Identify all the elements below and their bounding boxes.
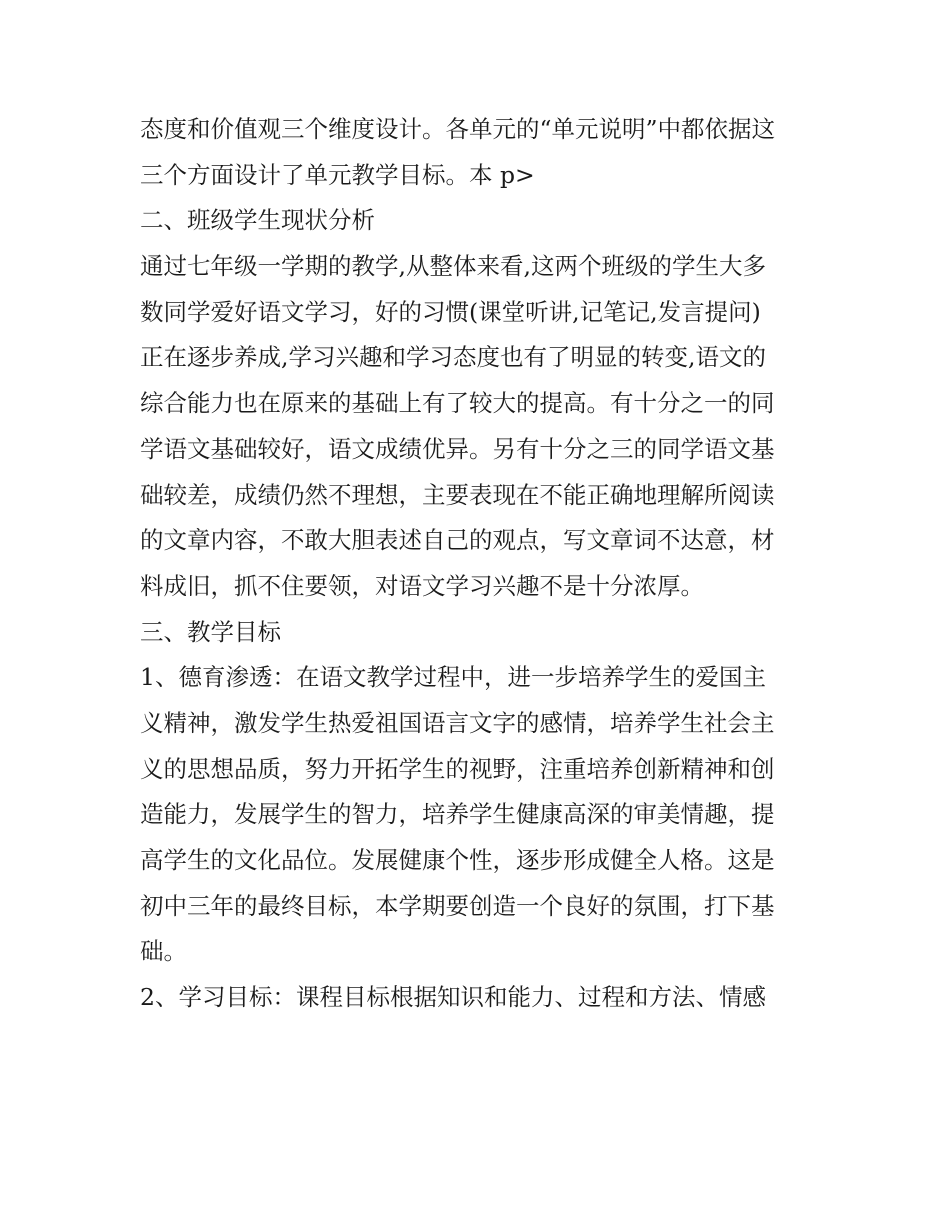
text-line: 础。 (140, 937, 187, 966)
text-line: 通过七年级一学期的教学,从整体来看,这两个班级的学生大多 (140, 252, 766, 281)
text-line: 学语文基础较好，语文成绩优异。另有十分之三的同学语文基 (140, 434, 775, 463)
text-line: 础较差，成绩仍然不理想，主要表现在不能正确地理解所阅读 (140, 480, 775, 509)
text-line: 2、学习目标：课程目标根据知识和能力、过程和方法、情感 (140, 983, 766, 1012)
text-line: 正在逐步养成,学习兴趣和学习态度也有了明显的转变,语文的 (140, 343, 766, 372)
text-line: 料成旧，抓不住要领，对语文学习兴趣不是十分浓厚。 (140, 571, 704, 600)
text-line: 三个方面设计了单元教学目标。本 p> (140, 160, 535, 189)
text-line: 综合能力也在原来的基础上有了较大的提高。有十分之一的同 (140, 389, 775, 418)
text-line: 数同学爱好语文学习，好的习惯(课堂听讲,记笔记,发言提问) (140, 297, 761, 326)
section-heading: 二、班级学生现状分析 (140, 206, 375, 235)
text-line: 1、德育渗透：在语文教学过程中，进一步培养学生的爱国主 (140, 663, 766, 692)
text-line: 初中三年的最终目标，本学期要创造一个良好的氛围，打下基 (140, 891, 775, 920)
text-line: 的文章内容，不敢大胆表述自己的观点，写文章词不达意，材 (140, 526, 775, 555)
text-line: 义精神，激发学生热爱祖国语言文字的感情，培养学生社会主 (140, 708, 775, 737)
document-body (140, 107, 820, 1021)
text-line: 义的思想品质，努力开拓学生的视野，注重培养创新精神和创 (140, 754, 775, 783)
text-line: 态度和价值观三个维度设计。各单元的“单元说明”中都依据这 (140, 115, 776, 143)
text-line: 造能力，发展学生的智力，培养学生健康高深的审美情趣，提 (140, 800, 775, 829)
section-heading: 三、教学目标 (140, 617, 281, 646)
text-line: 高学生的文化品位。发展健康个性，逐步形成健全人格。这是 (140, 846, 775, 874)
